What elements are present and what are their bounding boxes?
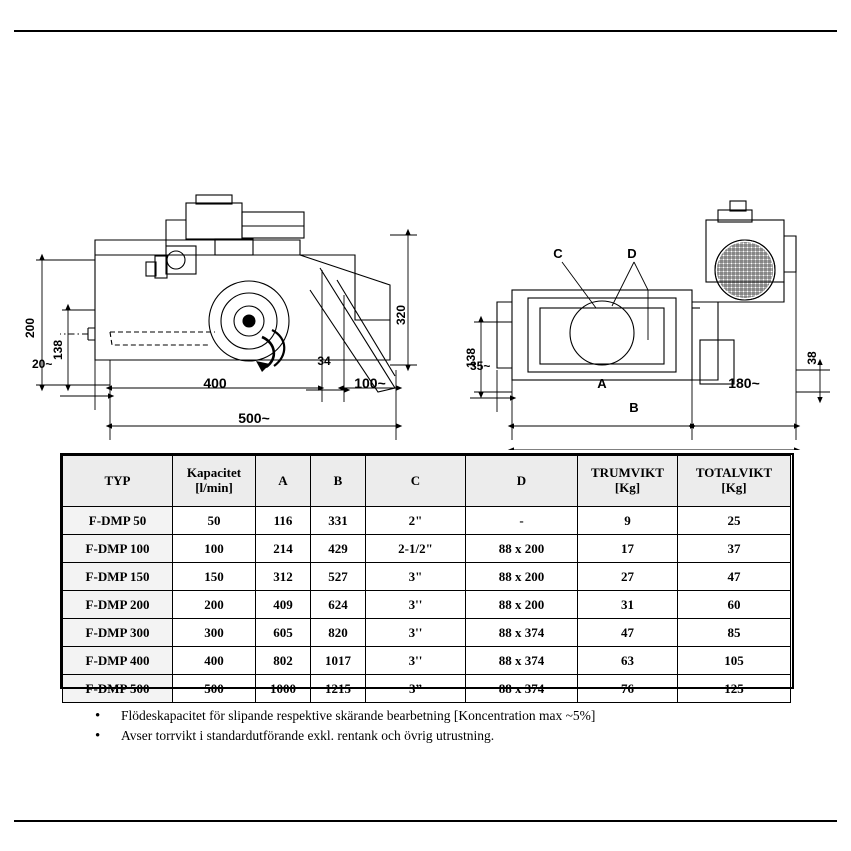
footnotes xyxy=(95,706,795,747)
cell-d: 88 x 374 xyxy=(466,619,578,647)
front-view-dimensions xyxy=(470,272,830,450)
cell-typ: F-DMP 50 xyxy=(63,507,173,535)
cell-c: 3” xyxy=(366,675,466,703)
dimension-labels xyxy=(23,246,819,426)
dim-38: 38 xyxy=(805,351,819,365)
cell-c: 2" xyxy=(366,507,466,535)
header-c-line1: C xyxy=(410,472,421,488)
cell-kapacitet: 500 xyxy=(173,675,256,703)
cell-trumvikt: 76 xyxy=(578,675,678,703)
table-row xyxy=(63,507,791,535)
header-trumvikt xyxy=(578,456,678,507)
cell-b: 1017 xyxy=(311,647,366,675)
cell-totalvikt: 85 xyxy=(678,619,791,647)
table-header-row xyxy=(63,456,791,507)
cell-b: 429 xyxy=(311,535,366,563)
table-row xyxy=(63,591,791,619)
front-view-drawing xyxy=(497,201,796,384)
cell-typ: F-DMP 300 xyxy=(63,619,173,647)
cell-d: - xyxy=(466,507,578,535)
dim-34: 34 xyxy=(317,354,331,368)
table-row xyxy=(63,535,791,563)
cell-trumvikt: 47 xyxy=(578,619,678,647)
cell-c: 2-1/2" xyxy=(366,535,466,563)
dim-320: 320 xyxy=(394,304,408,326)
cell-typ: F-DMP 200 xyxy=(63,591,173,619)
dim-500: 500~ xyxy=(238,410,270,426)
cell-totalvikt: 25 xyxy=(678,507,791,535)
cell-d: 88 x 200 xyxy=(466,591,578,619)
dim-200: 200 xyxy=(23,317,37,339)
cell-trumvikt: 31 xyxy=(578,591,678,619)
list-item xyxy=(95,726,795,746)
dim-a: A xyxy=(597,376,607,391)
header-kapacitet xyxy=(173,456,256,507)
cell-c: 3" xyxy=(366,563,466,591)
dim-b: B xyxy=(629,400,639,415)
header-kapacitet-line1: Kapacitet xyxy=(186,465,242,481)
cell-trumvikt: 63 xyxy=(578,647,678,675)
cell-a: 214 xyxy=(256,535,311,563)
cell-totalvikt: 125 xyxy=(678,675,791,703)
list-item xyxy=(95,706,795,726)
cell-b: 624 xyxy=(311,591,366,619)
cell-d: 88 x 374 xyxy=(466,675,578,703)
cell-a: 409 xyxy=(256,591,311,619)
cell-totalvikt: 105 xyxy=(678,647,791,675)
cell-c: 3'' xyxy=(366,619,466,647)
cell-kapacitet: 150 xyxy=(173,563,256,591)
cell-c: 3'' xyxy=(366,591,466,619)
table-row xyxy=(63,619,791,647)
table-row xyxy=(63,675,791,703)
note-text: Flödeskapacitet för slipande respektive skärande bearbetning [Koncentration max ~5%] xyxy=(121,708,596,723)
cell-totalvikt: 37 xyxy=(678,535,791,563)
cell-typ: F-DMP 150 xyxy=(63,563,173,591)
header-totalvikt-line2: [Kg] xyxy=(721,480,747,495)
bullet-icon: • xyxy=(95,728,101,745)
dim-138-front: 138 xyxy=(464,347,478,369)
cell-d: 88 x 200 xyxy=(466,563,578,591)
dim-400: 400 xyxy=(203,375,227,391)
bottom-divider xyxy=(14,820,837,822)
dim-20: 20~ xyxy=(32,357,53,371)
cell-kapacitet: 400 xyxy=(173,647,256,675)
header-trumvikt-line2: [Kg] xyxy=(614,480,641,495)
cell-a: 116 xyxy=(256,507,311,535)
cell-kapacitet: 200 xyxy=(173,591,256,619)
cell-typ: F-DMP 500 xyxy=(63,675,173,703)
callout-c-label: C xyxy=(553,246,563,261)
header-typ xyxy=(63,456,173,507)
cell-kapacitet: 50 xyxy=(173,507,256,535)
cell-d: 88 x 374 xyxy=(466,647,578,675)
dim-180: 180~ xyxy=(728,375,760,391)
header-trumvikt-line1: TRUMVIKT xyxy=(591,465,664,481)
header-d-line1: D xyxy=(516,472,527,488)
cell-a: 605 xyxy=(256,619,311,647)
header-a xyxy=(256,456,311,507)
cell-b: 1215 xyxy=(311,675,366,703)
technical-drawings xyxy=(0,40,851,450)
table-row xyxy=(63,647,791,675)
cell-trumvikt: 17 xyxy=(578,535,678,563)
cell-totalvikt: 60 xyxy=(678,591,791,619)
header-totalvikt-line1: TOTALVIKT xyxy=(695,465,773,481)
cell-trumvikt: 9 xyxy=(578,507,678,535)
cell-d: 88 x 200 xyxy=(466,535,578,563)
cell-kapacitet: 100 xyxy=(173,535,256,563)
cell-a: 802 xyxy=(256,647,311,675)
header-a-line1: A xyxy=(278,472,288,488)
cell-a: 312 xyxy=(256,563,311,591)
cell-b: 527 xyxy=(311,563,366,591)
header-typ-line1: TYP xyxy=(104,472,131,488)
cell-typ: F-DMP 100 xyxy=(63,535,173,563)
dim-35: 35~ xyxy=(470,359,491,373)
header-b xyxy=(311,456,366,507)
header-b-line1: B xyxy=(333,472,343,488)
cell-trumvikt: 27 xyxy=(578,563,678,591)
cell-totalvikt: 47 xyxy=(678,563,791,591)
callout-d-label: D xyxy=(627,246,637,261)
dim-138-left: 138 xyxy=(51,339,65,361)
cell-a: 1000 xyxy=(256,675,311,703)
top-divider xyxy=(14,30,837,32)
header-totalvikt xyxy=(678,456,791,507)
cell-b: 820 xyxy=(311,619,366,647)
cell-c: 3'' xyxy=(366,647,466,675)
header-c xyxy=(366,456,466,507)
header-kapacitet-line2: [l/min] xyxy=(195,480,233,495)
header-d xyxy=(466,456,578,507)
cell-kapacitet: 300 xyxy=(173,619,256,647)
table-row xyxy=(63,563,791,591)
bullet-icon: • xyxy=(95,708,101,724)
cell-b: 331 xyxy=(311,507,366,535)
specification-table xyxy=(62,455,790,703)
note-text: Avser torrvikt i standardutförande exkl. rentank och övrig utrustning. xyxy=(121,728,495,744)
dim-100: 100~ xyxy=(354,375,386,391)
cell-typ: F-DMP 400 xyxy=(63,647,173,675)
